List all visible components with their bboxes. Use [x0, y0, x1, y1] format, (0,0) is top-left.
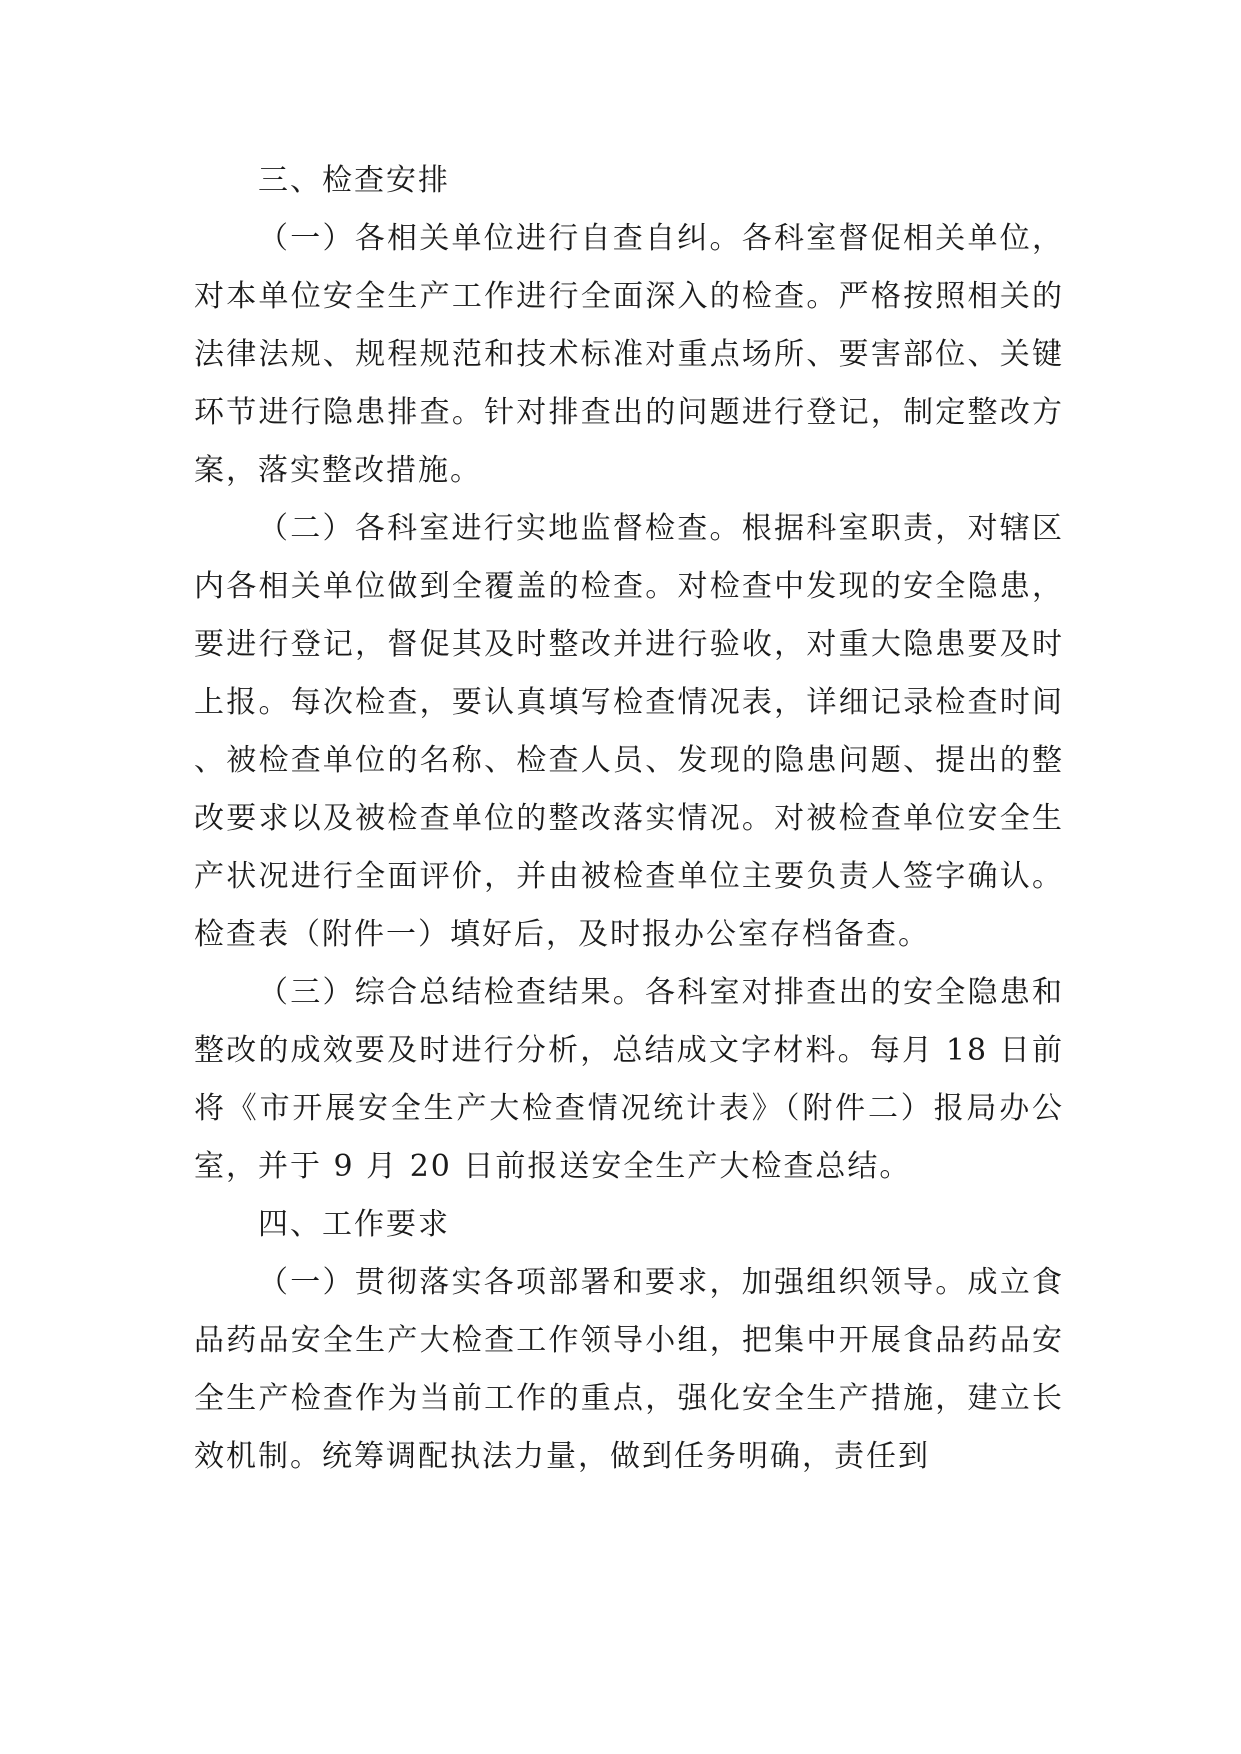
- paragraph-on-site-supervision: （二）各科室进行实地监督检查。根据科室职责，对辖区内各相关单位做到全覆盖的检查。对检查中发现的安全隐患，要进行登记，督促其及时整改并进行验收，对重大隐患要及时上报。每次检查，要认真填写检查情况表，详细记录检查时间、被检查单位的名称、检查人员、发现的隐患问题、提出的整改要求以及被检查单位的整改落实情况。对被检查单位安全生产状况进行全面评价，并由被检查单位主要负责人签字确认。检查表（附件一）填好后，及时报办公室存档备查。: [194, 511, 1064, 952]
- section-heading-inspection-arrangement: 三、检查安排: [258, 163, 450, 198]
- section-heading-work-requirements: 四、工作要求: [258, 1207, 450, 1242]
- paragraph-organization-leadership: （一）贯彻落实各项部署和要求，加强组织领导。成立食品药品安全生产大检查工作领导小组，把集中开展食品药品安全生产检查作为当前工作的重点，强化安全生产措施，建立长效机制。统筹调配执法力量，做到任务明确，责任到: [194, 1265, 1064, 1474]
- document-body: [194, 152, 1064, 1486]
- paragraph-self-inspection: （一）各相关单位进行自查自纠。各科室督促相关单位，对本单位安全生产工作进行全面深入的检查。严格按照相关的法律法规、规程规范和技术标准对重点场所、要害部位、关键环节进行隐患排查。针对排查出的问题进行登记，制定整改方案，落实整改措施。: [194, 221, 1064, 488]
- paragraph-summary-results: （三）综合总结检查结果。各科室对排查出的安全隐患和整改的成效要及时进行分析，总结成文字材料。每月 18 日前将《市开展安全生产大检查情况统计表》（附件二）报局办公室，并于 9 月 20 日前报送安全生产大检查总结。: [194, 975, 1064, 1184]
